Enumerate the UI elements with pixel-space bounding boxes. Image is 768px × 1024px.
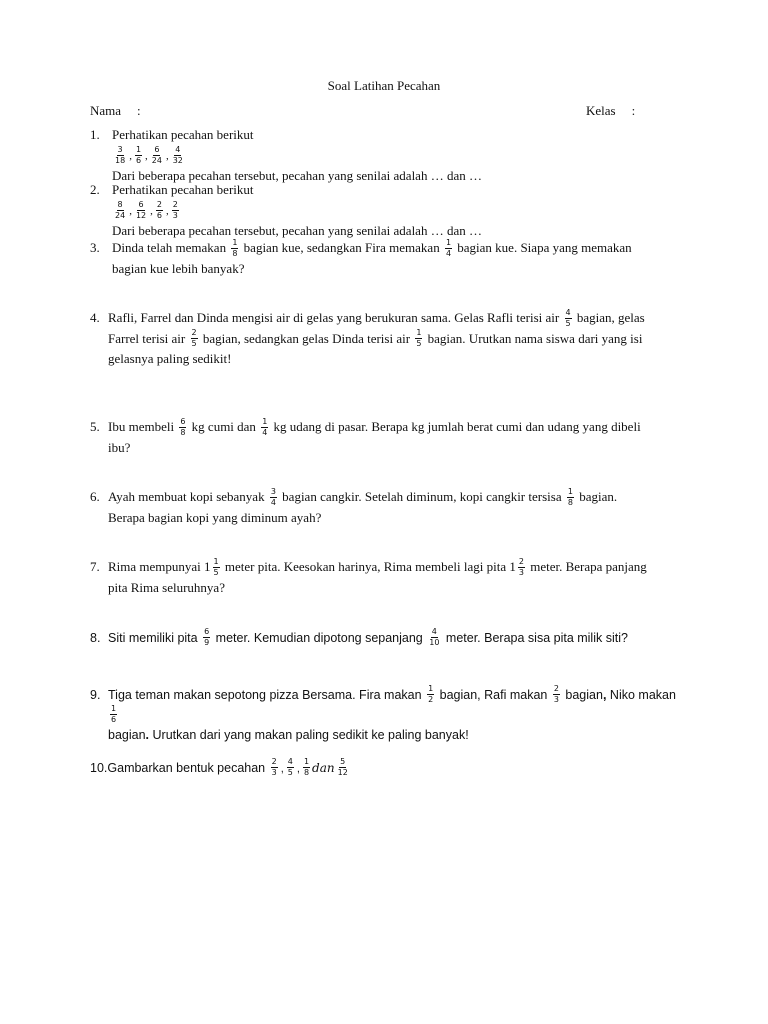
question-text: meter pita. Keesokan harinya, Rima membeli lagi pita 1: [224, 559, 516, 574]
fraction: [156, 201, 163, 220]
denominator: 3: [271, 768, 277, 778]
question-number: 4.: [90, 310, 100, 325]
denominator: 12: [337, 768, 348, 778]
numerator: 4: [287, 757, 293, 767]
fraction: [172, 146, 184, 165]
numerator: 8: [117, 199, 123, 209]
question-text: Siti memiliki pita: [108, 631, 198, 645]
question-text: Urutkan dari yang makan paling sedikit ke paling banyak!: [152, 728, 469, 743]
question-5-line2: ibu?: [108, 439, 131, 455]
fraction: [337, 758, 349, 777]
kelas-colon: :: [631, 103, 636, 118]
separator: ,: [165, 150, 169, 162]
numerator: 6: [180, 416, 186, 426]
nama-label: Nama: [90, 103, 122, 118]
denominator: 6: [135, 155, 142, 165]
nama-colon: :: [137, 103, 141, 118]
fraction: [270, 488, 277, 507]
separator: ,: [129, 150, 132, 162]
question-1-line1: Perhatikan pecahan berikut: [112, 127, 254, 142]
fraction: [151, 146, 163, 165]
separator: ,: [145, 150, 148, 162]
question-6-line1: [108, 487, 690, 508]
fraction: [428, 628, 440, 647]
denominator: 3: [518, 567, 524, 577]
question-number: 10.: [90, 761, 108, 775]
fraction: [203, 628, 210, 647]
question-text: Tiga teman makan sepotong pizza Bersama. Fira makan: [108, 688, 422, 702]
numerator: 2: [271, 757, 277, 767]
fraction: [565, 309, 572, 328]
fraction: [287, 758, 294, 777]
denominator: 4: [270, 497, 276, 507]
question-text: bagian kue. Siapa yang memakan: [457, 240, 632, 255]
numerator: 1: [213, 556, 219, 566]
question-text: bagian, Rafi makan: [439, 688, 548, 702]
question-2-line1: Perhatikan pecahan berikut: [112, 182, 254, 197]
fraction: [445, 239, 452, 258]
question-text: Farrel terisi air: [108, 330, 186, 346]
numerator: 4: [565, 307, 571, 317]
question-text: Rafli, Farrel dan Dinda mengisi air di gelas yang berukuran sama. Gelas Rafli terisi air: [108, 310, 560, 325]
question-8: [90, 628, 690, 648]
denominator: 5: [213, 567, 219, 577]
fraction: [179, 418, 186, 437]
numerator: 3: [270, 486, 276, 496]
fraction: [172, 201, 179, 220]
denominator: 24: [151, 155, 162, 165]
fraction: [135, 201, 147, 220]
denominator: 6: [111, 715, 117, 725]
question-number: 9.: [90, 688, 101, 702]
question-5: [90, 417, 690, 458]
fraction: [567, 488, 574, 507]
fraction: [518, 558, 525, 577]
numerator: 6: [204, 627, 210, 637]
question-1-fractions: [112, 145, 690, 166]
question-text: bagian: [565, 688, 603, 702]
question-8-line1: [108, 628, 690, 648]
fraction: [427, 685, 434, 704]
denominator: 9: [204, 638, 210, 648]
kelas-label: Kelas: [586, 103, 616, 118]
denominator: 8: [303, 768, 310, 778]
denominator: 10: [429, 638, 440, 648]
question-text: ,: [602, 688, 607, 702]
question-text: Ayah membuat kopi sebanyak: [108, 489, 265, 504]
question-6: [90, 487, 690, 528]
nama-field: [90, 103, 141, 119]
question-7: [90, 557, 690, 598]
question-6-line2: Berapa bagian kopi yang diminum ayah?: [108, 509, 322, 525]
numerator: 1: [262, 416, 268, 426]
denominator: 2: [428, 695, 434, 705]
numerator: 1: [303, 757, 310, 767]
question-4-line2: [108, 329, 690, 350]
separator: ,: [280, 763, 284, 775]
question-number: 1.: [90, 127, 100, 142]
question-text: Gambarkan bentuk pecahan: [107, 761, 266, 775]
numerator: 1: [232, 237, 238, 247]
question-7-line2: pita Rima seluruhnya?: [108, 579, 225, 595]
question-text: meter. Kemudian dipotong sepanjang: [215, 631, 423, 645]
separator: ,: [150, 205, 153, 217]
numerator: 1: [567, 486, 573, 496]
question-4-line1: [108, 308, 690, 329]
question-text: meter. Berapa sisa pita milik siti?: [445, 631, 628, 645]
kelas-field: [586, 103, 635, 119]
denominator: 8: [567, 497, 573, 507]
worksheet-title: Soal Latihan Pecahan: [327, 78, 441, 93]
separator: ,: [129, 205, 132, 217]
numerator: 6: [154, 144, 160, 154]
numerator: 2: [191, 328, 197, 338]
question-7-line1: [108, 557, 690, 578]
fraction: [135, 146, 142, 165]
denominator: 6: [156, 210, 162, 220]
denominator: 5: [287, 768, 293, 778]
question-4-line3: gelasnya paling sedikit!: [108, 351, 232, 367]
question-3: [90, 238, 690, 279]
question-9: [90, 685, 690, 745]
question-text: bagian, sedangkan gelas Dinda terisi air: [202, 330, 411, 346]
question-text: bagian. Urutkan nama siswa dari yang isi: [427, 330, 643, 346]
question-text: kg udang di pasar. Berapa kg jumlah berat cumi dan udang yang dibeli: [273, 419, 641, 434]
numerator: 1: [135, 144, 142, 154]
question-number: 5.: [90, 419, 100, 434]
question-text: bagian cangkir. Setelah diminum, kopi cangkir tersisa: [282, 489, 562, 504]
question-3-line1: [112, 238, 690, 259]
question-3-line2: bagian kue lebih banyak?: [112, 260, 245, 276]
question-number: 6.: [90, 489, 100, 504]
denominator: 5: [191, 339, 197, 349]
question-9-line2: [108, 725, 690, 745]
question-4: [90, 308, 690, 369]
denominator: 12: [135, 210, 147, 220]
fraction: [415, 329, 422, 348]
denominator: 8: [232, 248, 238, 258]
denominator: 8: [180, 427, 186, 437]
denominator: 4: [445, 248, 452, 258]
numerator: 2: [518, 556, 524, 566]
denominator: 24: [115, 210, 126, 220]
denominator: 18: [115, 155, 126, 165]
question-10: [90, 758, 690, 779]
denominator: 3: [553, 695, 559, 705]
numerator: 1: [428, 684, 434, 694]
fraction: [191, 329, 198, 348]
fraction: [114, 201, 126, 220]
fraction: [271, 758, 278, 777]
numerator: 1: [416, 328, 422, 338]
fraction: [114, 146, 126, 165]
fraction: [213, 558, 220, 577]
numerator: 5: [340, 757, 346, 767]
question-text: bagian kue, sedangkan Fira memakan: [243, 240, 440, 255]
denominator: 5: [565, 318, 571, 328]
fraction: [231, 239, 238, 258]
question-5-line1: [108, 417, 690, 438]
question-text: kg cumi dan: [191, 419, 256, 434]
numerator: 2: [553, 684, 559, 694]
question-number: 2.: [90, 182, 100, 197]
question-text: .: [145, 728, 150, 743]
numerator: 4: [431, 627, 437, 637]
denominator: 3: [172, 210, 178, 220]
question-10-line1: [90, 758, 690, 779]
numerator: 2: [156, 199, 162, 209]
numerator: 3: [117, 144, 123, 154]
separator: ,: [165, 205, 169, 217]
question-number: 8.: [90, 631, 101, 645]
fraction: [303, 758, 310, 777]
question-text: Rima mempunyai 1: [108, 559, 211, 574]
question-text: dan: [312, 761, 335, 775]
question-1-line3: Dari beberapa pecahan tersebut, pecahan yang senilai adalah … dan …: [112, 168, 482, 183]
denominator: 32: [172, 155, 183, 165]
question-text: bagian: [108, 728, 146, 743]
numerator: 1: [111, 704, 117, 714]
numerator: 1: [445, 237, 452, 247]
question-number: 3.: [90, 240, 100, 255]
denominator: 5: [416, 339, 422, 349]
question-2: [90, 180, 690, 241]
question-text: bagian, gelas: [576, 310, 645, 325]
question-1: [90, 125, 690, 186]
question-text: Dinda telah memakan: [112, 240, 227, 255]
question-2-fractions: [112, 200, 690, 221]
question-9-line1: [108, 685, 690, 725]
question-2-line3: Dari beberapa pecahan tersebut, pecahan yang senilai adalah … dan …: [112, 223, 482, 238]
denominator: 4: [262, 427, 268, 437]
numerator: 6: [138, 199, 144, 209]
fraction: [553, 685, 560, 704]
fraction: [261, 418, 268, 437]
question-text: bagian.: [579, 489, 618, 504]
question-text: Ibu membeli: [108, 419, 175, 434]
fraction: [110, 705, 117, 724]
question-number: 7.: [90, 559, 100, 574]
separator: ,: [296, 763, 300, 775]
question-text: Niko makan: [609, 688, 676, 702]
question-text: meter. Berapa panjang: [530, 559, 647, 574]
numerator: 2: [172, 199, 178, 209]
numerator: 4: [175, 144, 181, 154]
